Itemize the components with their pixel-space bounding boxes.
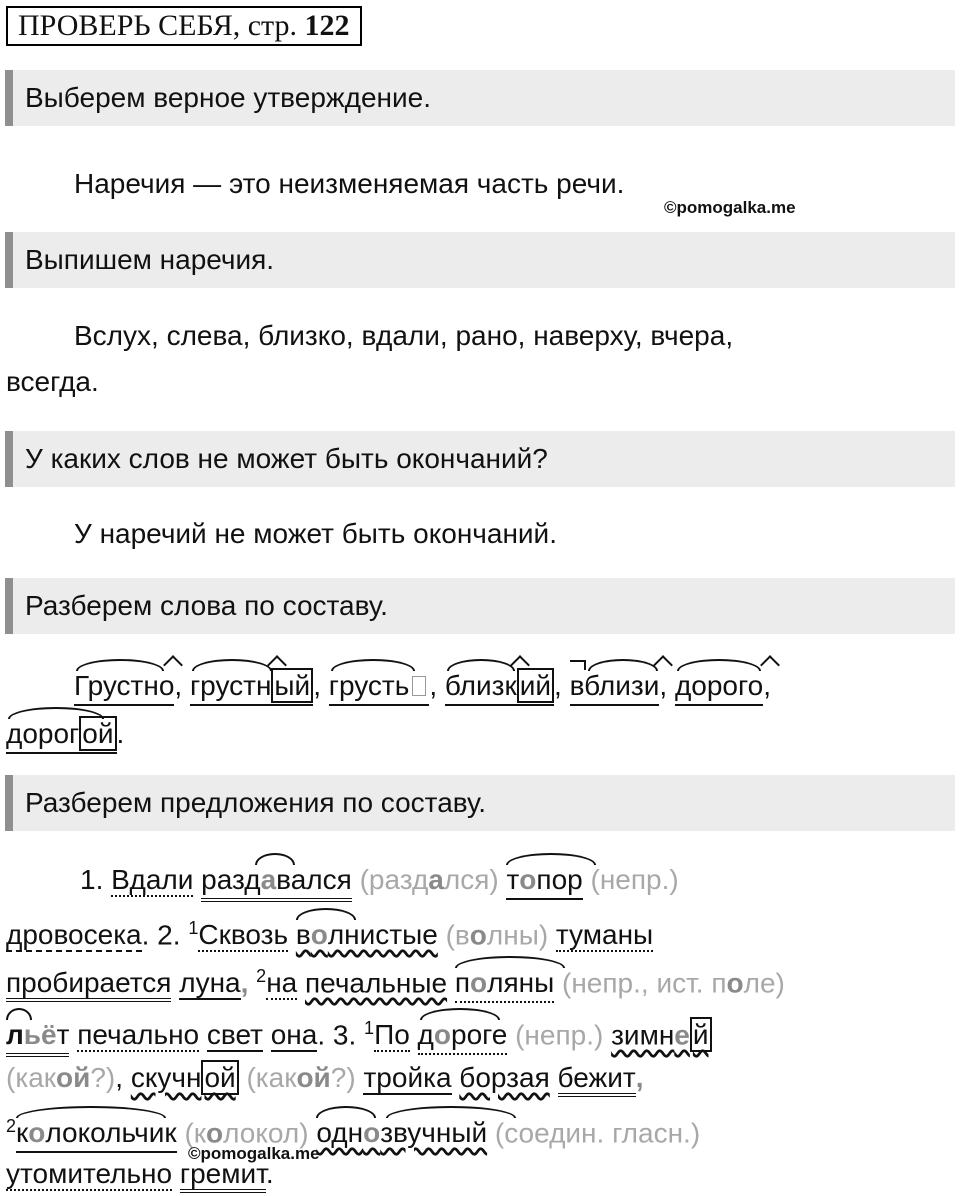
answer-2-line-2: всегда. [6,366,99,397]
morph-word-vblizi: вблизи [570,668,660,706]
watermark: ©pomogalka.me [664,198,796,217]
page-number: 122 [304,9,350,42]
subject-topor: топор [506,862,582,900]
predicate-razdavalsya: раздавался [201,862,352,902]
sentence-line-3: пробирается луна, $^2$на печальные поляны (непр., ист. поле) [6,958,785,1003]
question-1: Выберем верное утверждение. [5,70,955,126]
adverbial-vdali: Вдали [111,864,194,895]
morph-line-1: Грустно, грустн ый , грусть , близк ий , вблизи, дорого, [6,668,771,706]
morph-word-grustno: Грустно [74,668,174,706]
morph-line-2: дорог ой . [6,716,124,754]
answer-1: Наречия — это неизменяемая часть речи. [74,168,625,199]
note-razdalsya: (раздался) [359,864,499,895]
morph-word-dorogo: дорого [675,668,763,706]
answer-3: У наречий не может быть окончаний. [74,518,557,549]
ending-box: ый [271,668,313,703]
question-4: Разберем слова по составу. [5,578,955,634]
sentence-line-2: дровосека. 2. $^1$Сквозь волнистые (волны) туманы [6,910,653,953]
sentence-line-7: утомительно гремит. [6,1156,274,1192]
answer-2-line-1: Вслух, слева, близко, вдали, рано, наверху, вчера, [74,320,734,351]
sentence-line-6: $^2$ колокольчик (колокол) однозвучный (соедин. гласн.) [6,1108,700,1153]
sentence-line-1: 1. Вдали раздавался (раздался) топор (непр.) [6,862,679,902]
page-title: ПРОВЕРЬ СЕБЯ, стр. 122 [6,6,362,46]
morph-word-grust: грусть [329,668,430,706]
sentence-line-4: льёт печально свет она. 3. $^1$По дороге (непр.) зимне й [6,1010,712,1057]
question-3: У каких слов не может быть окончаний? [5,431,955,487]
zero-ending-box [412,676,426,696]
watermark-bottom: ©pomogalka.me [188,1144,320,1163]
question-2: Выпишем наречия. [5,232,955,288]
sentence-line-5: (какой?), скучн ой (какой?) тройка борзая бежит, [6,1060,644,1096]
morph-word-grustnyy: грустн ый [190,668,313,706]
morph-word-blizkiy: близк ий [445,668,554,706]
morph-word-dorogoy: дорог ой [6,716,117,754]
question-5: Разберем предложения по составу. [5,775,955,831]
